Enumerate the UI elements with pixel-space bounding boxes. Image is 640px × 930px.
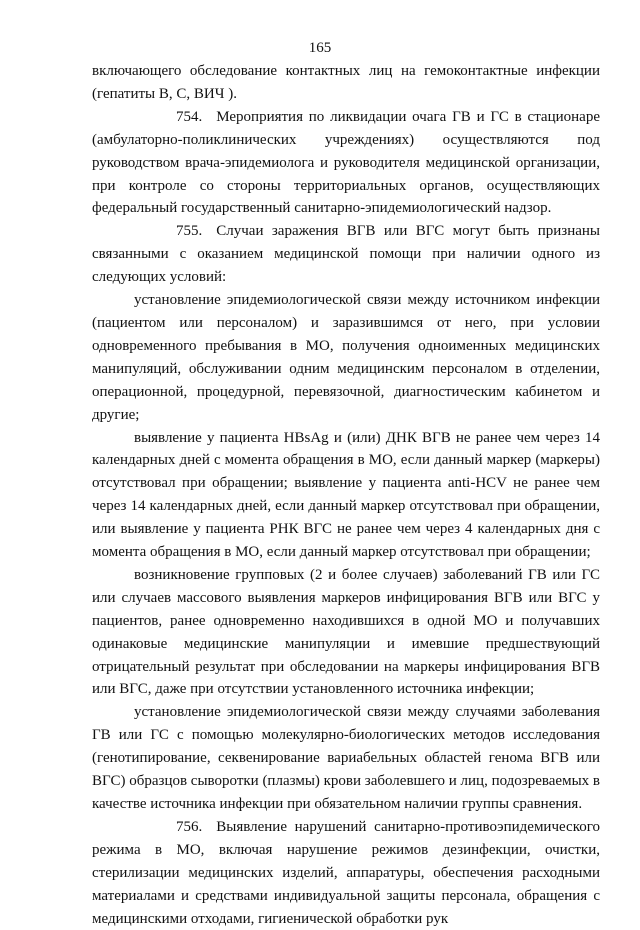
paragraph-number: 754.: [176, 108, 203, 125]
paragraph-text: Случаи заражения ВГВ или ВГС могут быть признаны связанными с оказанием медицинской помощи при наличии одного из следующих условий:: [92, 223, 600, 286]
document-body: [92, 60, 600, 930]
paragraph-754: [92, 106, 600, 221]
paragraph-text: включающего обследование контактных лиц на гемоконтактные инфекции (гепатиты В, С, ВИЧ ).: [92, 63, 600, 102]
condition-item-4: [92, 701, 600, 816]
paragraph-text: Выявление нарушений санитарно-противоэпидемического режима в МО, включая нарушение режимов дезинфекции, очистки, стерилизации медицинских изделий, аппаратуры, обеспечения расходными материалами и средствами индивидуальной защиты персонала, обращения с медицинскими отходами, гигиенической обработки рук: [92, 818, 600, 927]
paragraph-text: установление эпидемиологической связи между источником инфекции (пациентом или персоналом) и заразившимся от него, при условии одновременного пребывания в МО, получения одноименных медицинских манипуляций, обслуживании одним медицинским персоналом в отделении, операционной, процедурной, перевязочной, диагностическим кабинетом и другие;: [92, 292, 600, 423]
paragraph-text: установление эпидемиологической связи между случаями заболевания ГВ или ГС с помощью молекулярно-биологических методов исследования (генотипирование, секвенирование вариабельных областей геномa ВГВ или ВГС) образцов сыворотки (плазмы) крови заболевшего и лиц, подозреваемых в качестве источника инфекции при обязательном наличии группы сравнения.: [92, 704, 600, 812]
paragraph-text: возникновение групповых (2 и более случаев) заболеваний ГВ или ГС или случаев массового выявления маркеров инфицирования ВГВ или ВГС у пациентов, ранее одновременно находившихся в одной МО и получавших одинаковые медицинские манипуляции и имевшие предшествующий отрицательный результат при обследовании на маркеры инфицирования ВГВ или ВГС, даже при отсутствии установленного источника инфекции;: [92, 566, 600, 698]
condition-item-3: [92, 564, 600, 701]
page-number: 165: [308, 40, 332, 56]
paragraph-756: [92, 816, 600, 930]
condition-item-1: [92, 289, 600, 426]
condition-item-2: [92, 427, 600, 564]
paragraph-number: 755.: [176, 223, 203, 240]
paragraph-text: выявление у пациента HBsAg и (или) ДНК ВГВ не ранее чем через 14 календарных дней с момента обращения в МО, если данный маркер (маркеры) отсутствовал при обращении; выявление у пациента anti-HCV не ранее чем через 14 календарных дней, если данный маркер отсутствовал при обращении, или выявление у пациента РНК ВГС не ранее чем через 4 календарных дня с момента обращения в МО, если данный маркер отсутствовал при обращении;: [92, 429, 600, 561]
paragraph-continuation: [92, 60, 600, 106]
paragraph-text: Мероприятия по ликвидации очага ГВ и ГС в стационаре (амбулаторно-поликлинических учреждениях) осуществляются под руководством врача-эпидемиолога и руководителя медицинской организации, при контроле со стороны территориальных органов, осуществляющих федеральный государственный санитарно-эпидемиологический надзор.: [92, 108, 600, 217]
paragraph-number: 756.: [176, 818, 203, 835]
paragraph-755: [92, 220, 600, 289]
